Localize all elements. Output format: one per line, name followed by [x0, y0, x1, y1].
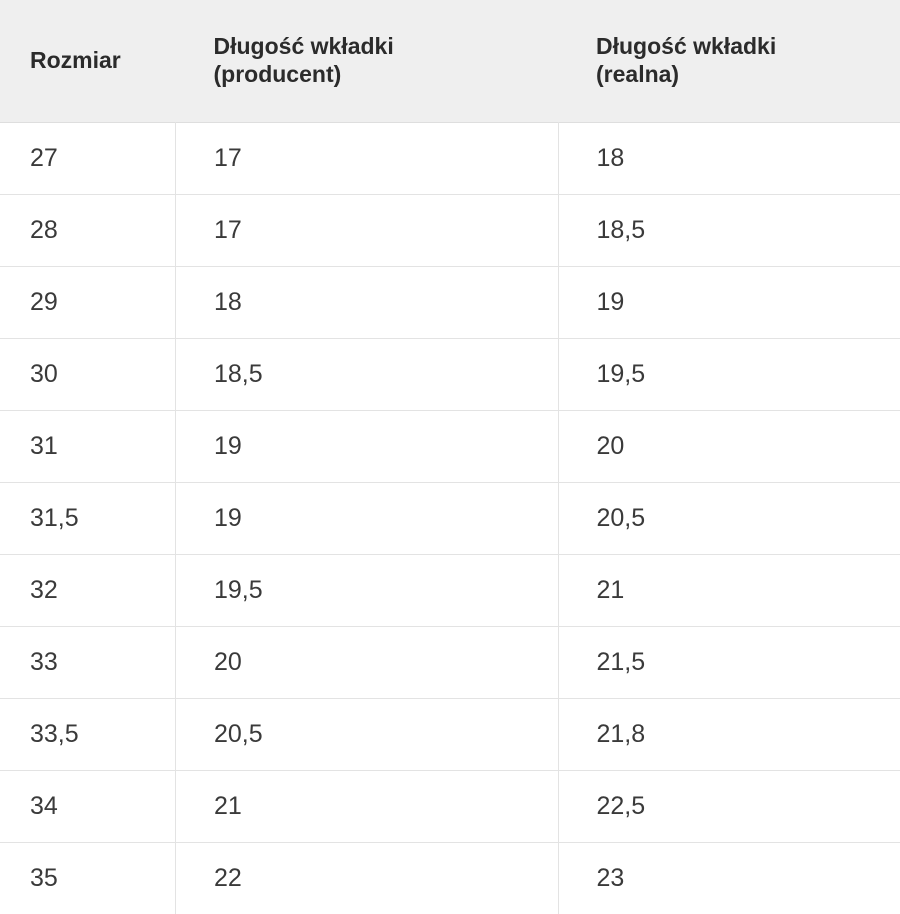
cell-real-length: 23 [558, 842, 900, 914]
table-row [0, 122, 900, 194]
column-header-size: Rozmiar [0, 0, 176, 122]
cell-manufacturer-length: 19 [176, 410, 559, 482]
table-header [0, 0, 900, 122]
table-row [0, 194, 900, 266]
column-header-real-line2: (realna) [596, 60, 680, 87]
cell-real-length: 21 [558, 554, 900, 626]
table-row [0, 410, 900, 482]
table-row [0, 266, 900, 338]
cell-manufacturer-length: 17 [176, 122, 559, 194]
table-row [0, 626, 900, 698]
cell-size: 32 [0, 554, 176, 626]
cell-size: 30 [0, 338, 176, 410]
cell-manufacturer-length: 17 [176, 194, 559, 266]
table-body [0, 122, 900, 914]
table-row [0, 554, 900, 626]
cell-size: 28 [0, 194, 176, 266]
column-header-manufacturer-line1: Długość wkładki [213, 32, 394, 59]
cell-size: 31,5 [0, 482, 176, 554]
table-row [0, 842, 900, 914]
cell-size: 33,5 [0, 698, 176, 770]
cell-manufacturer-length: 18,5 [176, 338, 559, 410]
column-header-real-line1: Długość wkładki [596, 32, 777, 59]
table-row [0, 338, 900, 410]
cell-size: 27 [0, 122, 176, 194]
cell-manufacturer-length: 20,5 [176, 698, 559, 770]
cell-size: 35 [0, 842, 176, 914]
cell-real-length: 22,5 [558, 770, 900, 842]
cell-real-length: 20 [558, 410, 900, 482]
cell-manufacturer-length: 18 [176, 266, 559, 338]
cell-manufacturer-length: 19 [176, 482, 559, 554]
cell-real-length: 18 [558, 122, 900, 194]
cell-size: 31 [0, 410, 176, 482]
cell-manufacturer-length: 22 [176, 842, 559, 914]
cell-real-length: 20,5 [558, 482, 900, 554]
table-row [0, 698, 900, 770]
cell-manufacturer-length: 19,5 [176, 554, 559, 626]
table-row [0, 770, 900, 842]
cell-real-length: 21,8 [558, 698, 900, 770]
cell-real-length: 18,5 [558, 194, 900, 266]
column-header-manufacturer-line2: (producent) [213, 60, 342, 87]
cell-manufacturer-length: 21 [176, 770, 559, 842]
cell-size: 29 [0, 266, 176, 338]
column-header-real-length [558, 0, 900, 122]
cell-real-length: 21,5 [558, 626, 900, 698]
cell-real-length: 19 [558, 266, 900, 338]
column-header-manufacturer-length [176, 0, 559, 122]
table-header-row [0, 0, 900, 122]
table-row [0, 482, 900, 554]
cell-size: 33 [0, 626, 176, 698]
cell-size: 34 [0, 770, 176, 842]
cell-manufacturer-length: 20 [176, 626, 559, 698]
cell-real-length: 19,5 [558, 338, 900, 410]
